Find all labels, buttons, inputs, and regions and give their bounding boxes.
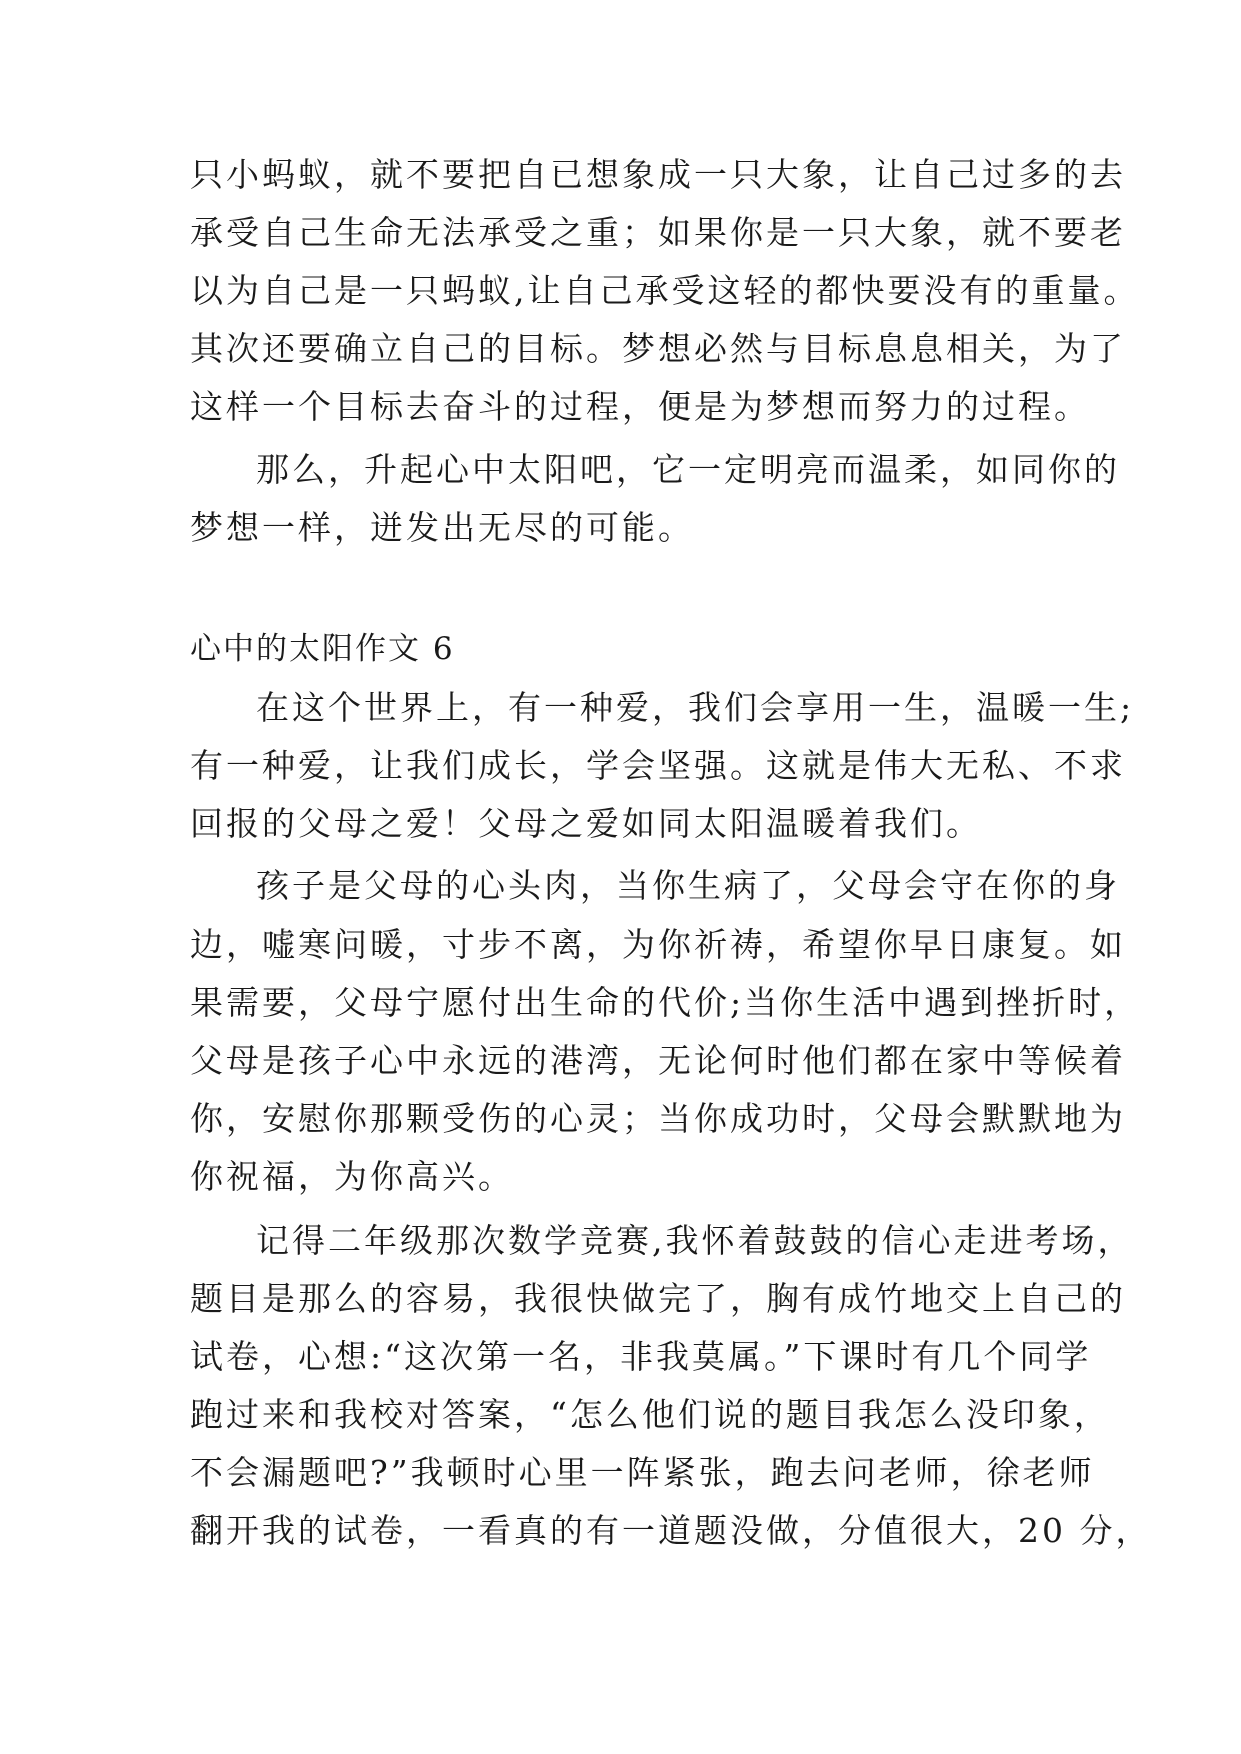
text-line: 翻开我的试卷，一看真的有一道题没做，分值很大，20 分， (190, 1511, 1152, 1550)
text-line: 其次还要确立自己的目标。梦想必然与目标息息相关，为了 (190, 329, 1126, 368)
text-line: 只小蚂蚁，就不要把自已想象成一只大象，让自己过多的去 (190, 155, 1126, 194)
text-line: 试卷，心想:“这次第一名，非我莫属。”下课时有几个同学 (190, 1337, 1092, 1376)
text-line: 记得二年级那次数学竞赛,我怀着鼓鼓的信心走进考场， (256, 1221, 1134, 1260)
text-line: 题目是那么的容易，我很快做完了，胸有成竹地交上自己的 (190, 1279, 1126, 1318)
text-line: 跑过来和我校对答案，“怎么他们说的题目我怎么没印象， (190, 1395, 1110, 1434)
text-line: 你祝福，为你高兴。 (190, 1157, 514, 1196)
text-line: 以为自己是一只蚂蚁,让自己承受这轻的都快要没有的重量。 (190, 271, 1140, 310)
text-line: 边，嘘寒问暖，寸步不离，为你祈祷，希望你早日康复。如 (190, 925, 1126, 964)
text-line: 孩子是父母的心头肉，当你生病了，父母会守在你的身 (256, 866, 1120, 905)
text-line: 这样一个目标去奋斗的过程，便是为梦想而努力的过程。 (190, 387, 1090, 426)
text-line: 承受自己生命无法承受之重；如果你是一只大象，就不要老 (190, 213, 1126, 252)
text-line: 那么，升起心中太阳吧，它一定明亮而温柔，如同你的 (256, 450, 1120, 489)
text-line: 有一种爱，让我们成长，学会坚强。这就是伟大无私、不求 (190, 746, 1126, 785)
text-line: 果需要，父母宁愿付出生命的代价;当你生活中遇到挫折时， (190, 983, 1141, 1022)
section-heading: 心中的太阳作文 6 (190, 631, 455, 667)
text-line: 梦想一样，迸发出无尽的可能。 (190, 508, 694, 547)
text-line: 你，安慰你那颗受伤的心灵；当你成功时，父母会默默地为 (190, 1099, 1126, 1138)
text-line: 在这个世界上，有一种爱，我们会享用一生，温暖一生; (256, 688, 1135, 727)
text-line: 不会漏题吧?”我顿时心里一阵紧张，跑去问老师，徐老师 (190, 1453, 1095, 1492)
text-line: 回报的父母之爱！父母之爱如同太阳温暖着我们。 (190, 804, 982, 843)
text-line: 父母是孩子心中永远的港湾，无论何时他们都在家中等候着 (190, 1041, 1126, 1080)
